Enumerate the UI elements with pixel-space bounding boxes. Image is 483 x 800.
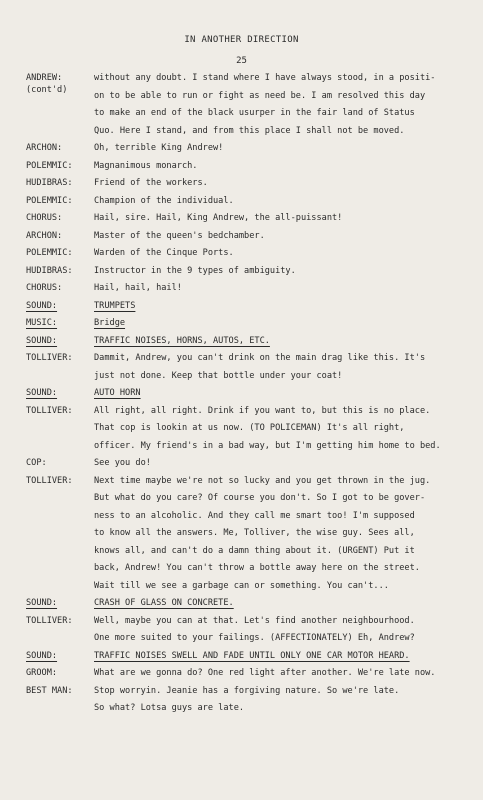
cue-text xyxy=(94,298,476,316)
text-line: One more suited to your failings. (AFFECTIONATELY) Eh, Andrew? xyxy=(94,633,415,643)
cue-text xyxy=(94,595,476,613)
text-line: Next time maybe we're not so lucky and you get thrown in the jug. xyxy=(94,475,431,486)
cue-text xyxy=(94,315,476,333)
text-line: without any doubt. I stand where I have always stood, in a positi- xyxy=(94,73,436,83)
sound-cue xyxy=(26,333,476,351)
text-line: Quo. Here I stand, and from this place I shall not be moved. xyxy=(94,125,405,136)
cue-text xyxy=(94,648,476,666)
dialogue-text xyxy=(94,455,476,473)
speaker-label: SOUND: xyxy=(26,300,58,311)
dialogue-text xyxy=(94,140,476,158)
text-line: on to be able to run or fight as need be. I am resolved this day xyxy=(94,90,426,101)
dialogue-text xyxy=(94,70,476,140)
text-line: See you do! xyxy=(94,458,151,468)
speaker-label: GROOM: xyxy=(26,668,58,678)
dialogue-text xyxy=(94,193,476,211)
dialogue-text xyxy=(94,228,476,246)
text-line: Wait till we see a garbage can or something. You can't... xyxy=(94,580,389,591)
cue-text xyxy=(94,385,476,403)
text-line: That cop is lookin at us now. (TO POLICEMAN) It's all right, xyxy=(94,423,405,433)
dialogue-row xyxy=(26,280,476,298)
text-line: Friend of the workers. xyxy=(94,178,208,188)
text-line: knows all, and can't do a damn thing about it. (URGENT) Put it xyxy=(94,545,415,556)
text-line: officer. My friend's in a bad way, but I'm getting him home to bed. xyxy=(94,440,441,451)
text-line: to make an end of the black usurper in the fair land of Status xyxy=(94,108,415,118)
dialogue-row xyxy=(26,683,476,718)
dialogue-row xyxy=(26,158,476,176)
speaker-label: HUDIBRAS: xyxy=(26,178,73,188)
dialogue-row xyxy=(26,403,476,456)
text-line: to know all the answers. Me, Tolliver, the wise guy. Sees all, xyxy=(94,528,415,538)
dialogue-text xyxy=(94,210,476,228)
text-line: Dammit, Andrew, you can't drink on the main drag like this. It's xyxy=(94,353,426,363)
script-body xyxy=(26,70,476,718)
text-line: Hail, sire. Hail, King Andrew, the all-puissant! xyxy=(94,213,343,223)
dialogue-row xyxy=(26,473,476,596)
cue-text xyxy=(94,333,476,351)
speaker-label: TOLLIVER: xyxy=(26,405,73,416)
text-line: Champion of the individual. xyxy=(94,195,234,206)
dialogue-text xyxy=(94,245,476,263)
text-line: Well, maybe you can at that. Let's find another neighbourhood. xyxy=(94,615,415,626)
text-line: Instructor in the 9 types of ambiguity. xyxy=(94,265,296,276)
text-line: Warden of the Cinque Ports. xyxy=(94,248,234,258)
speaker-label: SOUND: xyxy=(26,335,58,346)
page-number: 25 xyxy=(236,56,247,66)
sound-cue xyxy=(26,595,476,613)
text-line: TRAFFIC NOISES SWELL AND FADE UNTIL ONLY ONE CAR MOTOR HEARD. xyxy=(94,650,410,661)
dialogue-text xyxy=(94,280,476,298)
dialogue-row xyxy=(26,613,476,648)
speaker-label: COP: xyxy=(26,458,47,468)
text-line: But what do you care? Of course you don't. So I got to be gover- xyxy=(94,493,426,503)
text-line: just not done. Keep that bottle under your coat! xyxy=(94,370,343,381)
speaker-label: TOLLIVER: xyxy=(26,353,73,363)
speaker-label: ARCHON: xyxy=(26,230,63,241)
speaker-label: CHORUS: xyxy=(26,213,63,223)
dialogue-row xyxy=(26,350,476,385)
dialogue-text xyxy=(94,613,476,648)
dialogue-text xyxy=(94,175,476,193)
speaker-label: SOUND: xyxy=(26,388,58,398)
dialogue-row xyxy=(26,193,476,211)
text-line: So what? Lotsa guys are late. xyxy=(94,703,245,713)
speaker-label: CHORUS: xyxy=(26,283,63,293)
dialogue-text xyxy=(94,350,476,385)
text-line: back, Andrew! You can't throw a bottle away here on the street. xyxy=(94,563,420,573)
dialogue-text xyxy=(94,665,476,683)
text-line: Oh, terrible King Andrew! xyxy=(94,143,224,153)
text-line: Magnanimous monarch. xyxy=(94,160,198,171)
dialogue-text xyxy=(94,158,476,176)
text-line: What are we gonna do? One red light after another. We're late now. xyxy=(94,668,436,678)
dialogue-row xyxy=(26,228,476,246)
dialogue-text xyxy=(94,403,476,456)
text-line: Bridge xyxy=(94,318,126,328)
text-line: Stop worryin. Jeanie has a forgiving nature. So we're late. xyxy=(94,685,400,696)
text-line: Hail, hail, hail! xyxy=(94,283,182,293)
text-line: All right, all right. Drink if you want to, but this is no place. xyxy=(94,405,431,416)
speaker-label: POLEMMIC: xyxy=(26,248,73,258)
sound-cue xyxy=(26,315,476,333)
dialogue-row xyxy=(26,245,476,263)
text-line: TRAFFIC NOISES, HORNS, AUTOS, ETC. xyxy=(94,335,270,346)
dialogue-text xyxy=(94,473,476,596)
speaker-label: SOUND: xyxy=(26,598,58,608)
dialogue-row xyxy=(26,665,476,683)
sound-cue xyxy=(26,298,476,316)
text-line: ness to an alcoholic. And they call me smart too! I'm supposed xyxy=(94,510,415,521)
speaker-continued: (cont'd) xyxy=(26,84,68,95)
speaker-label: ANDREW: (cont'd) xyxy=(26,70,94,140)
dialogue-row xyxy=(26,70,476,140)
dialogue-row xyxy=(26,175,476,193)
text-line: AUTO HORN xyxy=(94,388,141,398)
sound-cue xyxy=(26,385,476,403)
dialogue-text xyxy=(94,263,476,281)
speaker-label: POLEMMIC: xyxy=(26,160,73,171)
script-title: IN ANOTHER DIRECTION xyxy=(184,35,299,45)
speaker-label: ARCHON: xyxy=(26,143,63,153)
dialogue-row xyxy=(26,140,476,158)
dialogue-row xyxy=(26,210,476,228)
dialogue-text xyxy=(94,683,476,718)
sound-cue xyxy=(26,648,476,666)
speaker-label: BEST MAN: xyxy=(26,685,73,696)
speaker-label: TOLLIVER: xyxy=(26,615,73,626)
speaker-label: MUSIC: xyxy=(26,318,58,328)
dialogue-row xyxy=(26,263,476,281)
speaker-label: TOLLIVER: xyxy=(26,475,73,486)
speaker-label: POLEMMIC: xyxy=(26,195,73,206)
speaker-label: SOUND: xyxy=(26,650,58,661)
text-line: Master of the queen's bedchamber. xyxy=(94,230,265,241)
speaker-label: HUDIBRAS: xyxy=(26,265,73,276)
text-line: TRUMPETS xyxy=(94,300,136,311)
text-line: CRASH OF GLASS ON CONCRETE. xyxy=(94,598,234,608)
dialogue-row xyxy=(26,455,476,473)
